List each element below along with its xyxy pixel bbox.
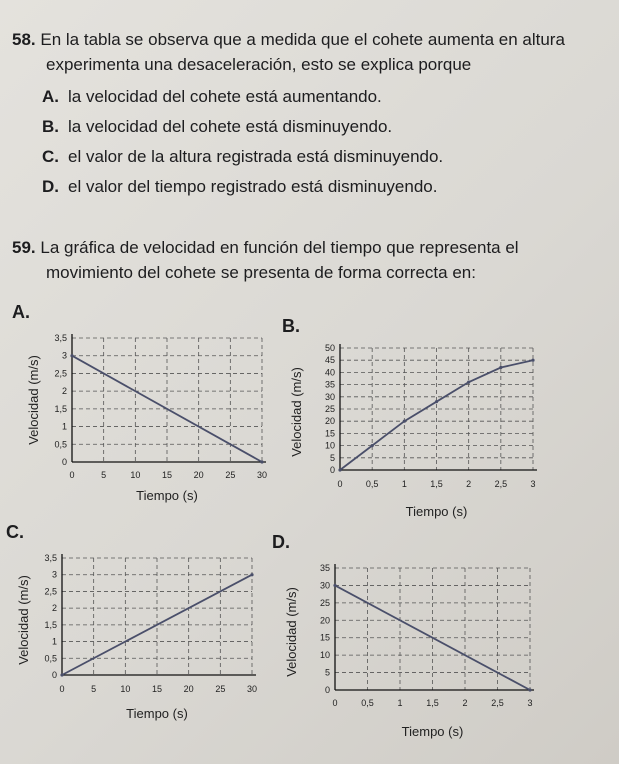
y-tick-label: 1 <box>51 636 57 647</box>
y-tick-label: 40 <box>324 367 335 378</box>
y-tick-label: 0 <box>61 457 67 467</box>
y-tick-label: 2 <box>61 386 67 397</box>
x-axis-label: Tiempo (s) <box>136 488 198 503</box>
x-tick-label: 1,5 <box>430 479 443 489</box>
y-tick-label: 2,5 <box>54 368 67 379</box>
y-tick-label: 50 <box>324 343 335 353</box>
x-tick-label: 3 <box>530 479 536 489</box>
y-tick-label: 45 <box>324 355 335 366</box>
graph-c-label: C. <box>6 522 24 542</box>
y-tick-label: 0,5 <box>54 439 67 450</box>
x-tick-label: 10 <box>130 470 141 480</box>
question-59-number: 59. <box>12 238 36 257</box>
question-59-line2: movimiento del cohete se presenta de forma correcta en: <box>46 263 476 282</box>
y-tick-label: 25 <box>324 404 335 414</box>
y-tick-label: 30 <box>319 580 330 591</box>
x-tick-label: 15 <box>161 470 173 480</box>
question-58-line2: experimenta una desaceleración, esto se explica porque <box>46 55 472 74</box>
y-axis-label: Velocidad (m/s) <box>284 587 299 677</box>
x-tick-label: 2,5 <box>491 698 504 708</box>
graph-a-label: A. <box>12 302 30 322</box>
option-58-d: D. el valor del tiempo registrado está disminuyendo. <box>42 177 438 196</box>
x-tick-label: 2 <box>466 479 472 489</box>
y-tick-label: 0 <box>324 685 330 695</box>
y-axis-label: Velocidad (m/s) <box>289 367 304 457</box>
x-tick-label: 30 <box>246 684 258 694</box>
x-tick-label: 25 <box>215 684 226 694</box>
y-tick-label: 0,5 <box>44 653 57 664</box>
y-tick-label: 1,5 <box>54 403 67 414</box>
x-tick-label: 30 <box>256 470 268 480</box>
graph-b-label: B. <box>282 316 300 336</box>
question-58-number: 58. <box>12 30 36 49</box>
y-tick-label: 2,5 <box>44 586 57 597</box>
y-tick-label: 15 <box>319 632 330 643</box>
x-tick-label: 0 <box>337 479 343 489</box>
y-tick-label: 35 <box>324 379 335 390</box>
y-axis-label: Velocidad (m/s) <box>16 575 31 665</box>
x-tick-label: 2 <box>462 698 468 708</box>
x-tick-label: 25 <box>225 470 236 480</box>
y-tick-label: 25 <box>319 597 330 608</box>
data-point <box>528 688 531 691</box>
y-tick-label: 3 <box>51 569 57 580</box>
y-tick-label: 0 <box>329 465 335 475</box>
x-tick-label: 1 <box>397 698 403 708</box>
x-tick-label: 5 <box>101 470 107 480</box>
y-tick-label: 20 <box>319 615 330 626</box>
x-tick-label: 0,5 <box>361 698 374 708</box>
x-axis-label: Tiempo (s) <box>405 504 468 519</box>
x-tick-label: 20 <box>193 470 204 480</box>
y-tick-label: 2 <box>51 603 57 614</box>
y-tick-label: 20 <box>324 416 335 427</box>
y-tick-label: 3 <box>61 350 67 361</box>
y-tick-label: 1,5 <box>44 619 57 630</box>
x-tick-label: 1 <box>401 479 407 489</box>
y-tick-label: 3,5 <box>54 333 67 343</box>
question-59-text-1: La gráfica de velocidad en función del tiempo que representa el <box>40 238 519 257</box>
x-tick-label: 20 <box>183 684 194 694</box>
y-tick-label: 10 <box>319 650 330 661</box>
x-tick-label: 1,5 <box>426 698 439 708</box>
x-tick-label: 5 <box>91 684 97 694</box>
x-tick-label: 0 <box>332 698 338 708</box>
data-point <box>333 584 336 587</box>
y-tick-label: 5 <box>329 452 335 463</box>
y-tick-label: 5 <box>324 667 330 678</box>
y-tick-label: 10 <box>324 440 335 451</box>
x-tick-label: 2,5 <box>494 479 508 489</box>
y-tick-label: 15 <box>324 428 335 439</box>
y-tick-label: 0 <box>51 670 57 680</box>
x-tick-label: 15 <box>151 684 163 694</box>
y-tick-label: 1 <box>61 421 67 432</box>
option-58-a: A. la velocidad del cohete está aumentando. <box>42 87 382 106</box>
x-tick-label: 10 <box>120 684 131 694</box>
option-58-b: B. la velocidad del cohete está disminuyendo. <box>42 117 393 136</box>
x-tick-label: 0 <box>59 684 65 694</box>
option-58-c: C. el valor de la altura registrada está disminuyendo. <box>42 147 444 166</box>
y-axis-label: Velocidad (m/s) <box>26 355 41 445</box>
x-tick-label: 0 <box>69 470 75 480</box>
x-axis-label: Tiempo (s) <box>401 724 464 739</box>
x-tick-label: 0,5 <box>365 479 379 489</box>
question-58-text-1: En la tabla se observa que a medida que el cohete aumenta en altura <box>40 30 565 49</box>
y-tick-label: 30 <box>324 391 335 402</box>
graph-d-label: D. <box>272 532 290 552</box>
y-tick-label: 35 <box>319 563 330 573</box>
x-tick-label: 3 <box>527 698 533 708</box>
x-axis-label: Tiempo (s) <box>126 706 188 721</box>
y-tick-label: 3,5 <box>44 553 57 563</box>
